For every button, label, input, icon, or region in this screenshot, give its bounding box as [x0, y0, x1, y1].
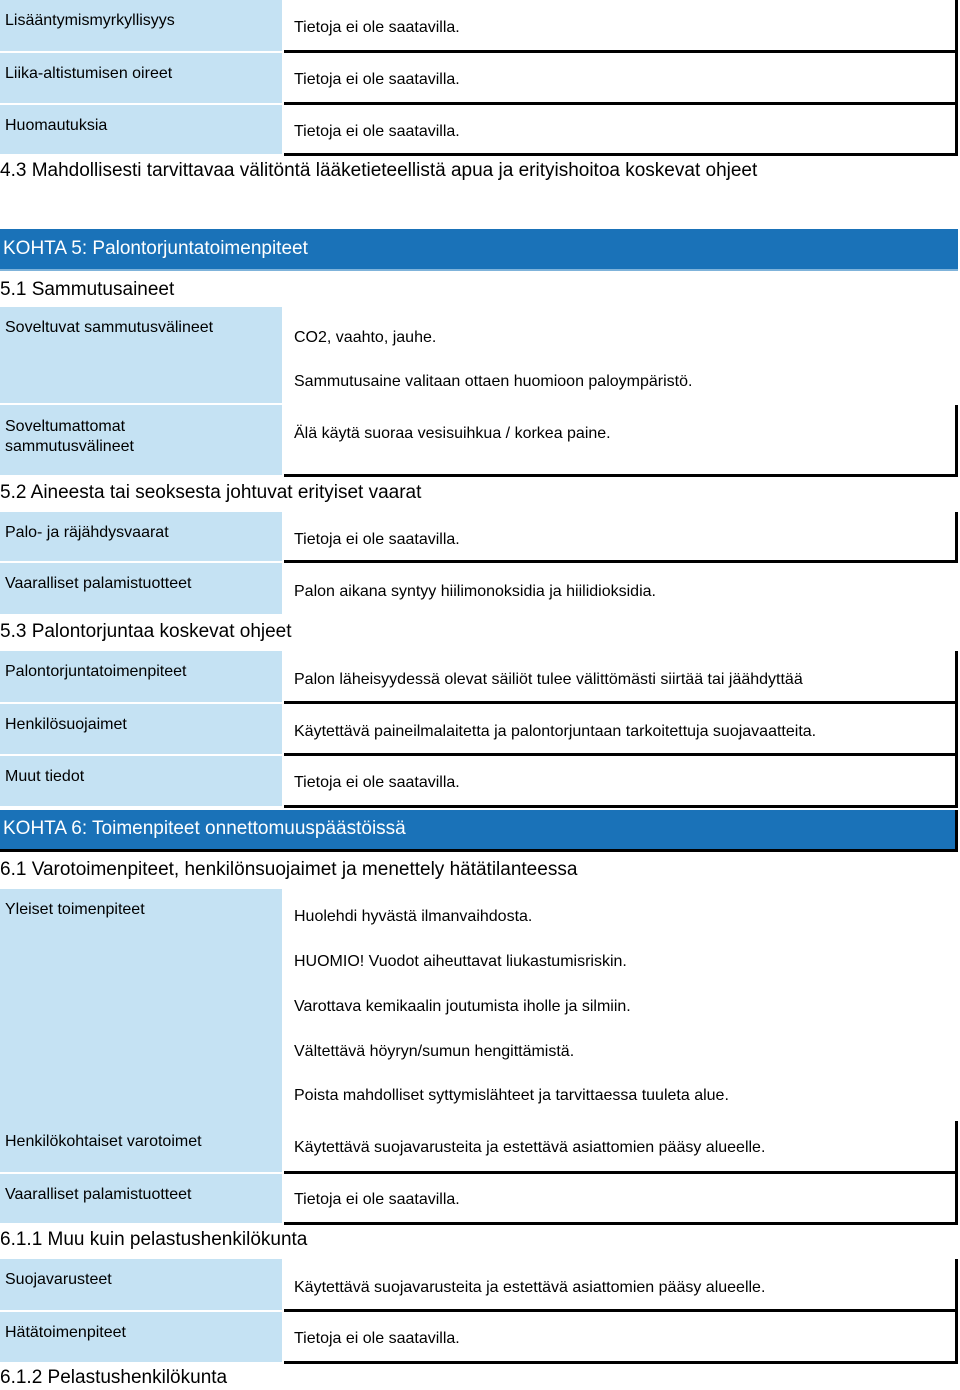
row-label: Henkilökohtaiset varotoimet	[0, 1121, 282, 1172]
row-label: Lisääntymismyrkyllisyys	[0, 0, 282, 51]
row-label: Vaaralliset palamistuotteet	[0, 563, 282, 614]
row-label: Liika-altistumisen oireet	[0, 53, 282, 103]
row-value: Sammutusaine valitaan ottaen huomioon paloympäristö.	[294, 373, 693, 390]
row-label: Hätätoimenpiteet	[0, 1312, 282, 1362]
row-value: Palon aikana syntyy hiilimonoksidia ja hiilidioksidia.	[294, 583, 656, 600]
row-label: Vaaralliset palamistuotteet	[0, 1174, 282, 1223]
row-label: Huomautuksia	[0, 105, 282, 154]
row-value: Tietoja ei ole saatavilla.	[294, 19, 460, 36]
section-heading-5-3: 5.3 Palontorjuntaa koskevat ohjeet	[0, 621, 292, 642]
row-value: Tietoja ei ole saatavilla.	[294, 1330, 460, 1347]
row-label: Palontorjuntatoimenpiteet	[0, 651, 282, 702]
row-value: HUOMIO! Vuodot aiheuttavat liukastumisriskin.	[294, 953, 627, 970]
section-heading-4-3: 4.3 Mahdollisesti tarvittavaa välitöntä lääketieteellistä apua ja erityishoitoa koskevat ohjeet	[0, 160, 758, 181]
section-heading-5-2: 5.2 Aineesta tai seoksesta johtuvat erityiset vaarat	[0, 482, 422, 503]
row-value: Tietoja ei ole saatavilla.	[294, 71, 460, 88]
section-5-title: KOHTA 5: Palontorjuntatoimenpiteet	[0, 229, 958, 271]
row-label: Henkilösuojaimet	[0, 704, 282, 754]
section-heading-6-1: 6.1 Varotoimenpiteet, henkilönsuojaimet ja menettely hätätilanteessa	[0, 859, 578, 880]
row-value: Tietoja ei ole saatavilla.	[294, 123, 460, 140]
row-value: Käytettävä suojavarusteita ja estettävä asiattomien pääsy alueelle.	[294, 1279, 766, 1296]
row-label	[0, 405, 282, 475]
row-value: Käytettävä suojavarusteita ja estettävä asiattomien pääsy alueelle.	[294, 1139, 766, 1156]
row-value: Älä käytä suoraa vesisuihkua / korkea paine.	[294, 425, 611, 442]
row-value: Käytettävä paineilmalaitetta ja palontorjuntaan tarkoitettuja suojavaatteita.	[294, 723, 817, 740]
row-label: Muut tiedot	[0, 756, 282, 806]
row-value: Vältettävä höyryn/sumun hengittämistä.	[294, 1043, 575, 1060]
row-label: Yleiset toimenpiteet	[0, 889, 282, 1121]
row-value: Tietoja ei ole saatavilla.	[294, 1191, 460, 1208]
row-value: Poista mahdolliset syttymislähteet ja tarvittaessa tuuleta alue.	[294, 1087, 729, 1104]
row-value: Huolehdi hyvästä ilmanvaihdosta.	[294, 908, 533, 925]
row-label: Palo- ja räjähdysvaarat	[0, 512, 282, 561]
row-label: Soveltuvat sammutusvälineet	[0, 307, 282, 403]
section-heading-6-1-2: 6.1.2 Pelastushenkilökunta	[0, 1367, 228, 1388]
row-label: Suojavarusteet	[0, 1259, 282, 1310]
row-label-line: sammutusvälineet	[5, 438, 134, 455]
section-heading-5-1: 5.1 Sammutusaineet	[0, 279, 175, 300]
row-value: Varottava kemikaalin joutumista iholle ja silmiin.	[294, 998, 631, 1015]
section-heading-6-1-1: 6.1.1 Muu kuin pelastushenkilökunta	[0, 1229, 308, 1250]
row-value: Tietoja ei ole saatavilla.	[294, 774, 460, 791]
section-6-title: KOHTA 6: Toimenpiteet onnettomuuspäästöissä	[0, 810, 958, 852]
row-value: Palon läheisyydessä olevat säiliöt tulee välittömästi siirtää tai jäähdyttää	[294, 671, 803, 688]
row-value: CO2, vaahto, jauhe.	[294, 329, 437, 346]
row-label-line: Soveltumattomat	[5, 418, 126, 435]
row-value: Tietoja ei ole saatavilla.	[294, 531, 460, 548]
